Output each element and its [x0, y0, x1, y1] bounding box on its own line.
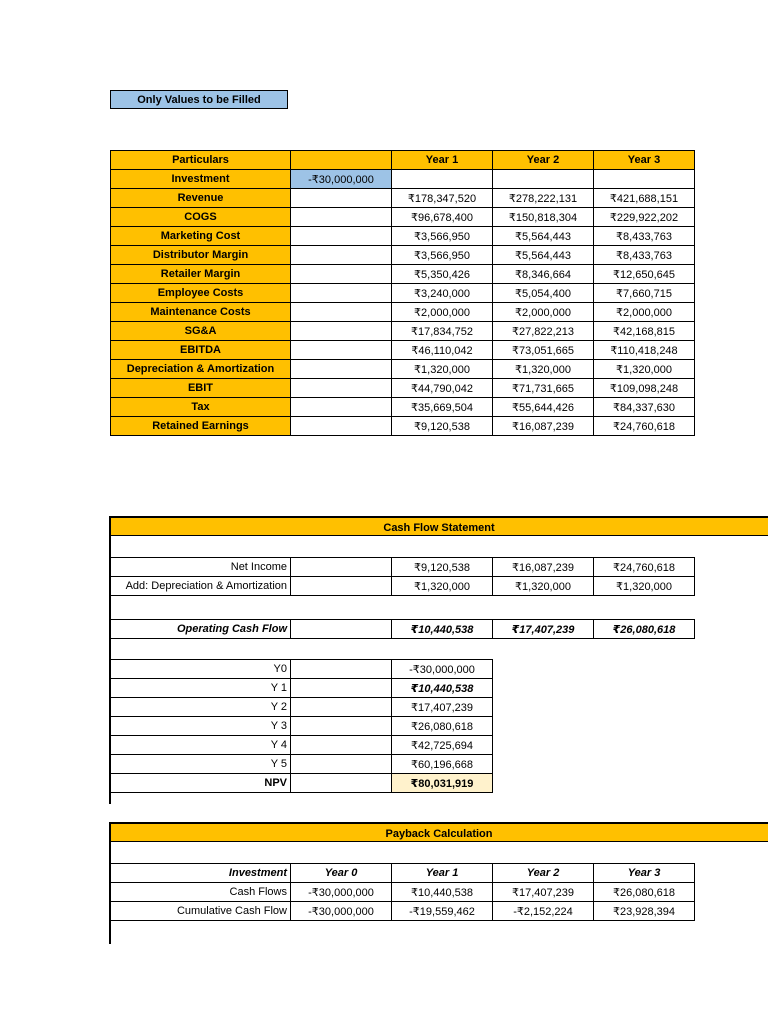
- value-cell: ₹1,320,000: [392, 360, 493, 379]
- pnl-header-row: [111, 151, 695, 170]
- year-label: Y 4: [111, 736, 291, 755]
- cashflow-title: Cash Flow Statement: [383, 522, 495, 534]
- pnl-row: [111, 208, 695, 227]
- npv-value: ₹80,031,919: [392, 774, 493, 793]
- pnl-row: [111, 189, 695, 208]
- year-value: -₹30,000,000: [392, 660, 493, 679]
- pnl-row: [111, 246, 695, 265]
- empty-cell: [291, 265, 392, 284]
- row-label: Employee Costs: [111, 284, 291, 303]
- header-particulars: Particulars: [111, 151, 291, 170]
- value-cell: ₹8,433,763: [594, 246, 695, 265]
- header-year-0: Year 0: [291, 864, 392, 883]
- empty-cell: [291, 679, 392, 698]
- header-blank: [291, 151, 392, 170]
- year-row: [111, 679, 493, 698]
- year-label: Y 2: [111, 698, 291, 717]
- year-value: ₹42,725,694: [392, 736, 493, 755]
- value-cell: ₹109,098,248: [594, 379, 695, 398]
- legend-box: [110, 90, 288, 109]
- year-row: [111, 736, 493, 755]
- year-value: ₹17,407,239: [392, 698, 493, 717]
- row-label: Cumulative Cash Flow: [111, 902, 291, 921]
- empty-cell: [291, 341, 392, 360]
- npv-label: NPV: [111, 774, 291, 793]
- header-year-2: Year 2: [493, 864, 594, 883]
- empty-cell: [493, 170, 594, 189]
- pnl-row: [111, 227, 695, 246]
- value-cell: -₹30,000,000: [291, 902, 392, 921]
- pnl-row: [111, 303, 695, 322]
- value-cell: ₹5,054,400: [493, 284, 594, 303]
- value-cell: ₹178,347,520: [392, 189, 493, 208]
- row-label: Add: Depreciation & Amortization: [111, 577, 291, 596]
- row-label: Retailer Margin: [111, 265, 291, 284]
- payback-header-row: [111, 864, 695, 883]
- cashflow-title-band: [110, 516, 768, 536]
- npv-table: [110, 659, 493, 793]
- row-label: Revenue: [111, 189, 291, 208]
- empty-cell: [594, 170, 695, 189]
- pnl-row: [111, 360, 695, 379]
- value-cell: ₹42,168,815: [594, 322, 695, 341]
- value-cell: ₹1,320,000: [594, 577, 695, 596]
- header-year-2: Year 2: [493, 151, 594, 170]
- year-row: [111, 755, 493, 774]
- value-cell: -₹2,152,224: [493, 902, 594, 921]
- net-income-row: [111, 558, 695, 577]
- value-cell: ₹17,407,239: [493, 620, 594, 639]
- header-year-1: Year 1: [392, 864, 493, 883]
- value-cell: ₹1,320,000: [594, 360, 695, 379]
- row-label: Operating Cash Flow: [111, 620, 291, 639]
- value-cell: ₹5,350,426: [392, 265, 493, 284]
- empty-cell: [291, 189, 392, 208]
- row-label: COGS: [111, 208, 291, 227]
- ocf-row: [111, 620, 695, 639]
- value-cell: ₹46,110,042: [392, 341, 493, 360]
- row-label: Retained Earnings: [111, 417, 291, 436]
- year-row: [111, 660, 493, 679]
- value-cell: ₹5,564,443: [493, 246, 594, 265]
- empty-cell: [291, 577, 392, 596]
- value-cell: ₹12,650,645: [594, 265, 695, 284]
- value-cell: ₹24,760,618: [594, 417, 695, 436]
- pnl-row: [111, 265, 695, 284]
- value-cell: ₹23,928,394: [594, 902, 695, 921]
- pnl-row: [111, 341, 695, 360]
- value-cell: ₹421,688,151: [594, 189, 695, 208]
- value-cell: ₹3,566,950: [392, 227, 493, 246]
- empty-cell: [291, 303, 392, 322]
- value-cell: ₹8,346,664: [493, 265, 594, 284]
- payback-title-band: [110, 822, 768, 842]
- cash-flows-row: [111, 883, 695, 902]
- legend-label: Only Values to be Filled: [137, 93, 261, 106]
- empty-cell: [291, 284, 392, 303]
- payback-title: Payback Calculation: [385, 828, 493, 840]
- empty-cell: [392, 170, 493, 189]
- value-cell: ₹10,440,538: [392, 620, 493, 639]
- row-label: Distributor Margin: [111, 246, 291, 265]
- empty-cell: [291, 208, 392, 227]
- year-label: Y 1: [111, 679, 291, 698]
- dep-row: [111, 577, 695, 596]
- row-label: Net Income: [111, 558, 291, 577]
- value-cell: ₹44,790,042: [392, 379, 493, 398]
- value-cell: ₹55,644,426: [493, 398, 594, 417]
- year-value: ₹26,080,618: [392, 717, 493, 736]
- empty-cell: [291, 620, 392, 639]
- empty-cell: [291, 322, 392, 341]
- value-cell: ₹229,922,202: [594, 208, 695, 227]
- value-cell: ₹73,051,665: [493, 341, 594, 360]
- value-cell: ₹96,678,400: [392, 208, 493, 227]
- value-cell: ₹1,320,000: [493, 577, 594, 596]
- empty-cell: [291, 227, 392, 246]
- year-row: [111, 717, 493, 736]
- value-cell: ₹8,433,763: [594, 227, 695, 246]
- value-cell: ₹24,760,618: [594, 558, 695, 577]
- value-cell: ₹35,669,504: [392, 398, 493, 417]
- empty-cell: [291, 360, 392, 379]
- value-cell: ₹9,120,538: [392, 558, 493, 577]
- value-cell: ₹2,000,000: [493, 303, 594, 322]
- value-cell: ₹26,080,618: [594, 620, 695, 639]
- value-cell: ₹7,660,715: [594, 284, 695, 303]
- pnl-row: [111, 417, 695, 436]
- value-cell: ₹16,087,239: [493, 417, 594, 436]
- value-cell: ₹17,834,752: [392, 322, 493, 341]
- year-value: ₹60,196,668: [392, 755, 493, 774]
- pnl-row: [111, 284, 695, 303]
- value-cell: ₹17,407,239: [493, 883, 594, 902]
- row-label: Cash Flows: [111, 883, 291, 902]
- value-cell: ₹1,320,000: [493, 360, 594, 379]
- year-label: Y 5: [111, 755, 291, 774]
- value-cell: ₹27,822,213: [493, 322, 594, 341]
- row-label: Investment: [111, 170, 291, 189]
- pnl-investment-row: [111, 170, 695, 189]
- value-cell: ₹26,080,618: [594, 883, 695, 902]
- value-cell: ₹84,337,630: [594, 398, 695, 417]
- empty-cell: [291, 398, 392, 417]
- empty-cell: [291, 774, 392, 793]
- header-year-1: Year 1: [392, 151, 493, 170]
- empty-cell: [291, 558, 392, 577]
- value-cell: -₹30,000,000: [291, 883, 392, 902]
- value-cell: ₹1,320,000: [392, 577, 493, 596]
- value-cell: ₹3,240,000: [392, 284, 493, 303]
- empty-cell: [291, 698, 392, 717]
- row-label: Tax: [111, 398, 291, 417]
- year-label: Y 3: [111, 717, 291, 736]
- value-cell: ₹5,564,443: [493, 227, 594, 246]
- value-cell: -₹19,559,462: [392, 902, 493, 921]
- header-year-3: Year 3: [594, 151, 695, 170]
- row-label: Depreciation & Amortization: [111, 360, 291, 379]
- pnl-row: [111, 398, 695, 417]
- pnl-row: [111, 379, 695, 398]
- value-cell: ₹16,087,239: [493, 558, 594, 577]
- row-label: Marketing Cost: [111, 227, 291, 246]
- pnl-table: [110, 150, 695, 436]
- row-label: SG&A: [111, 322, 291, 341]
- row-label: Maintenance Costs: [111, 303, 291, 322]
- empty-cell: [291, 755, 392, 774]
- payback-table: [110, 863, 695, 921]
- row-label: EBIT: [111, 379, 291, 398]
- cumulative-row: [111, 902, 695, 921]
- year-value: ₹10,440,538: [392, 679, 493, 698]
- value-cell: ₹150,818,304: [493, 208, 594, 227]
- empty-cell: [291, 379, 392, 398]
- cashflow-table: [110, 557, 695, 596]
- ocf-table: [110, 619, 695, 639]
- investment-input[interactable]: -₹30,000,000: [291, 170, 392, 189]
- empty-cell: [291, 736, 392, 755]
- npv-row: [111, 774, 493, 793]
- value-cell: ₹71,731,665: [493, 379, 594, 398]
- value-cell: ₹2,000,000: [594, 303, 695, 322]
- header-year-3: Year 3: [594, 864, 695, 883]
- value-cell: ₹9,120,538: [392, 417, 493, 436]
- empty-cell: [291, 717, 392, 736]
- empty-cell: [291, 417, 392, 436]
- value-cell: ₹10,440,538: [392, 883, 493, 902]
- value-cell: ₹278,222,131: [493, 189, 594, 208]
- value-cell: ₹110,418,248: [594, 341, 695, 360]
- year-row: [111, 698, 493, 717]
- header-investment: Investment: [111, 864, 291, 883]
- value-cell: ₹2,000,000: [392, 303, 493, 322]
- empty-cell: [291, 246, 392, 265]
- pnl-row: [111, 322, 695, 341]
- empty-cell: [291, 660, 392, 679]
- value-cell: ₹3,566,950: [392, 246, 493, 265]
- row-label: EBITDA: [111, 341, 291, 360]
- year-label: Y0: [111, 660, 291, 679]
